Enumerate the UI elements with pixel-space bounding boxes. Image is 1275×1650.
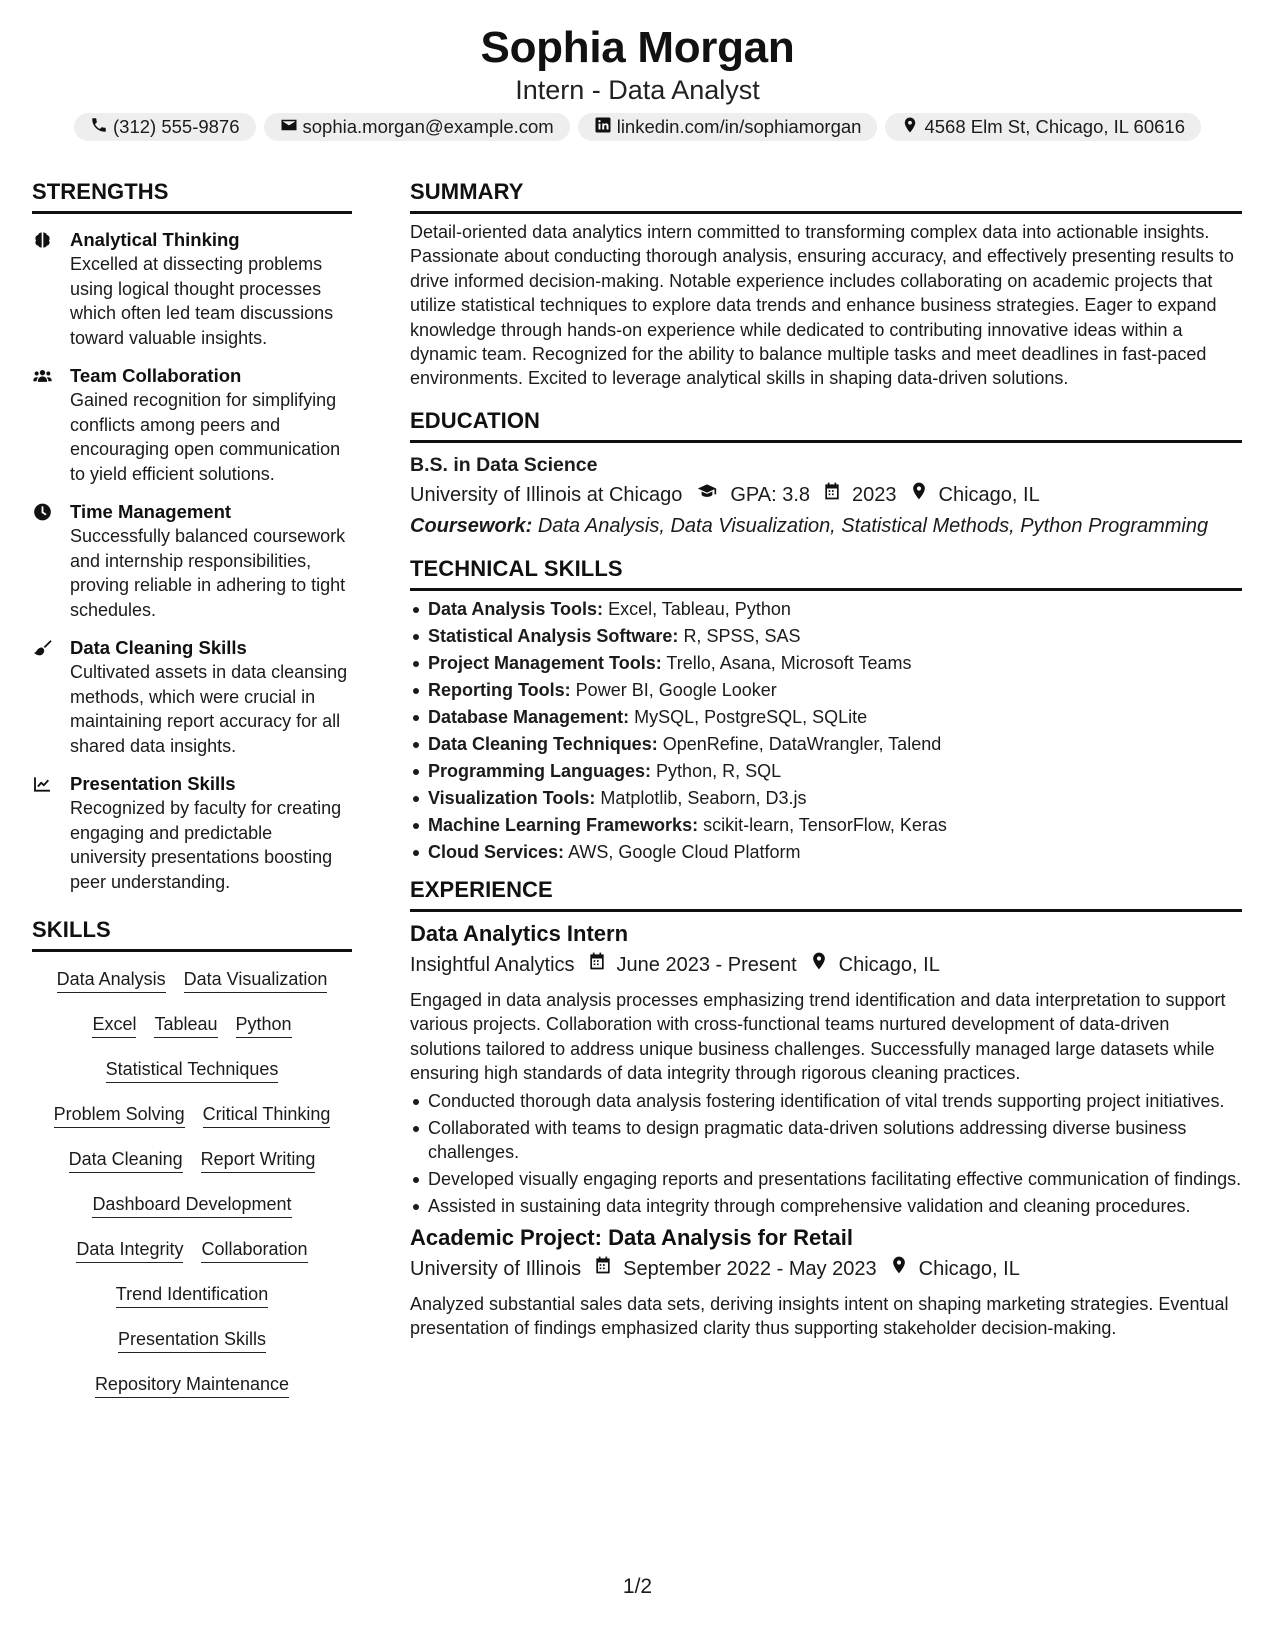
skill-tag: Data Integrity [76,1238,183,1263]
school-name: University of Illinois at Chicago [410,483,683,506]
strength-description: Excelled at dissecting problems using logical thought processes which often led team discussions toward valuable insights. [70,254,334,348]
strengths-heading: STRENGTHS [32,179,169,204]
address-contact[interactable] [885,113,1201,141]
strength-description: Successfully balanced coursework and internship responsibilities, proving reliable in adhering to tight schedules. [70,526,346,620]
skill-tag: Critical Thinking [203,1103,331,1128]
job-meta [410,1254,1242,1284]
coursework-list: Data Analysis, Data Visualization, Statistical Methods, Python Programming [537,514,1209,537]
brain-icon [32,228,56,350]
strength-description: Recognized by faculty for creating engaging and predictable university presentations boosting peer understanding. [70,798,342,892]
skill-category: Database Management: [428,706,630,727]
skill-tag: Repository Maintenance [95,1373,289,1398]
strength-description: Cultivated assets in data cleansing methods, which were crucial in maintaining report accuracy for all shared data insights. [70,662,348,756]
list-item [428,624,1242,648]
skill-tag-row [32,1148,352,1173]
phone-contact[interactable] [74,113,256,141]
strength-title: Team Collaboration [70,365,242,386]
skill-tag: Data Cleaning [69,1148,183,1173]
left-column [32,178,352,1418]
strength-item [32,228,352,350]
skill-tag: Excel [92,1013,136,1038]
strength-title: Data Cleaning Skills [70,637,247,658]
skill-category: Project Management Tools: [428,652,662,673]
section-divider [410,211,1242,214]
skill-tag-row [32,1193,352,1218]
skill-tag: Data Analysis [57,968,166,993]
skill-tag-row [32,1373,352,1398]
list-item: Conducted thorough data analysis fostering identification of vital trends supporting project initiatives. [428,1089,1242,1113]
skill-values: Python, R, SQL [656,760,782,781]
list-item [428,840,1242,864]
job-dates: September 2022 - May 2023 [623,1258,877,1281]
skill-category: Visualization Tools: [428,787,596,808]
skill-category: Statistical Analysis Software: [428,625,679,646]
summary-text: Detail-oriented data analytics intern committed to transforming complex data into actionable insights. Passionate about conducting thorough analysis, ensuring accuracy, and effectively presenting results to drive informed decision-making. Notable experience includes collaborating on academic projects that utilize statistical techniques to explore data trends and enhance business strategies. Eager to expand knowledge through hands-on experience while dedicated to contributing innovative ideas within a dynamic team. Recognized for the ability to balance multiple tasks and meet deadlines in fast-paced environments. Excited to leverage analytical skills in shaping data-driven solutions. [410,222,1234,389]
skill-values: scikit-learn, TensorFlow, Keras [703,814,947,835]
calendar-icon [810,480,852,510]
strength-title: Time Management [70,501,232,522]
skill-category: Programming Languages: [428,760,652,781]
job-description: Engaged in data analysis processes emphasizing trend identification and data interpretation to support various projects. Collaboration with cross-functional teams nurtured development of data-driven solutions tailored to address unique business challenges. Successfully managed large datasets while ensuring high standards of data integrity through rigorous cleaning practices. [410,990,1226,1084]
skill-tag: Data Visualization [184,968,328,993]
skill-values: MySQL, PostgreSQL, SQLite [634,706,868,727]
section-divider [32,949,352,952]
skill-values: Power BI, Google Looker [575,679,777,700]
job-dates: June 2023 - Present [616,954,797,977]
education-heading: EDUCATION [410,407,541,433]
candidate-role: Intern - Data Analyst [515,75,760,105]
skill-tag: Trend Identification [116,1283,268,1308]
skill-category: Machine Learning Frameworks: [428,814,699,835]
skill-category: Reporting Tools: [428,679,571,700]
technical-skills-heading: TECHNICAL SKILLS [410,555,623,581]
graduation-year: 2023 [852,483,897,506]
skill-tag-row [32,968,352,993]
email-contact[interactable] [264,113,570,141]
skill-values: Trello, Asana, Microsoft Teams [666,652,912,673]
skill-category: Cloud Services: [428,841,565,862]
company-name: University of Illinois [410,1258,582,1281]
chart-line-icon [32,772,56,894]
linkedin-contact[interactable] [578,113,878,141]
education-location: Chicago, IL [938,483,1040,506]
technical-skills-list [410,597,1242,864]
degree-title: B.S. in Data Science [410,453,598,476]
coursework-line [410,511,1242,541]
strength-item [32,500,352,622]
skill-category: Data Cleaning Techniques: [428,733,658,754]
job-bullets [410,1089,1242,1218]
skill-tag: Problem Solving [54,1103,185,1128]
list-item: Developed visually engaging reports and presentations facilitating effective communication of findings. [428,1167,1242,1191]
list-item [428,732,1242,756]
linkedin-text: linkedin.com/in/sophiamorgan [616,116,862,137]
skill-category: Data Analysis Tools: [428,598,604,619]
email-text: sophia.morgan@example.com [302,116,554,137]
list-item [428,678,1242,702]
clock-icon [32,500,56,622]
list-item [428,651,1242,675]
skill-tag: Dashboard Development [92,1193,291,1218]
list-item [428,597,1242,621]
map-pin-icon [897,480,939,510]
list-item [428,813,1242,837]
address-text: 4568 Elm St, Chicago, IL 60616 [924,116,1185,137]
skill-tag-row [32,1283,352,1308]
skill-tag: Python [236,1013,292,1038]
contact-bar [0,113,1275,141]
list-item [428,759,1242,783]
strength-item [32,772,352,894]
section-divider [32,211,352,214]
linkedin-icon [594,116,617,139]
skill-tags [32,968,352,1398]
list-item: Assisted in sustaining data integrity through comprehensive validation and cleaning procedures. [428,1194,1242,1218]
strength-description: Gained recognition for simplifying conflicts among peers and encouraging open communication to yield efficient solutions. [70,390,341,484]
skill-tag-row [32,1328,352,1353]
job-description: Analyzed substantial sales data sets, deriving insights intent on shaping marketing strategies. Eventual presentation of findings emphasized clarity thus supporting stakeholder decision-making. [410,1294,1229,1339]
skills-heading: SKILLS [32,917,111,942]
envelope-icon [280,116,303,139]
skill-tag: Report Writing [201,1148,316,1173]
skill-tag: Presentation Skills [118,1328,266,1353]
education-meta [410,480,1242,510]
users-icon [32,364,56,486]
broom-icon [32,636,56,758]
calendar-icon [575,950,617,980]
skill-values: Excel, Tableau, Python [608,598,791,619]
skill-values: Matplotlib, Seaborn, D3.js [600,787,807,808]
coursework-label: Coursework: [410,514,533,537]
job-location: Chicago, IL [838,954,940,977]
map-pin-icon [901,116,924,139]
list-item [428,786,1242,810]
page-number: 1/2 [622,1575,653,1598]
company-name: Insightful Analytics [410,954,575,977]
skill-tag: Collaboration [201,1238,307,1263]
gpa-text: GPA: 3.8 [730,483,811,506]
phone-icon [90,116,113,139]
map-pin-icon [877,1254,919,1284]
strength-item [32,364,352,486]
skill-tag: Statistical Techniques [106,1058,279,1083]
job-title: Data Analytics Intern [410,921,629,947]
list-item: Collaborated with teams to design pragmatic data-driven solutions addressing diverse business challenges. [428,1116,1242,1164]
right-column [410,178,1242,1341]
candidate-name: Sophia Morgan [480,23,795,72]
skill-values: R, SPSS, SAS [683,625,801,646]
skill-tag-row [32,1238,352,1263]
strength-item [32,636,352,758]
skill-tag-row [32,1103,352,1128]
calendar-icon [581,1254,623,1284]
section-divider [410,909,1242,912]
job-title: Academic Project: Data Analysis for Retail [410,1225,854,1251]
map-pin-icon [797,950,839,980]
summary-heading: SUMMARY [410,179,524,204]
job-location: Chicago, IL [918,1258,1020,1281]
job-meta [410,950,1242,980]
experience-heading: EXPERIENCE [410,877,553,903]
skill-tag: Tableau [154,1013,217,1038]
skill-values: AWS, Google Cloud Platform [568,841,801,862]
section-divider [410,588,1242,591]
strength-title: Presentation Skills [70,773,236,794]
skill-tag-row [32,1058,352,1083]
skill-values: OpenRefine, DataWrangler, Talend [662,733,942,754]
strength-title: Analytical Thinking [70,229,240,250]
skill-tag-row [32,1013,352,1038]
phone-text: (312) 555-9876 [113,116,240,137]
list-item [428,705,1242,729]
section-divider [410,440,1242,443]
graduation-cap-icon [682,480,730,510]
